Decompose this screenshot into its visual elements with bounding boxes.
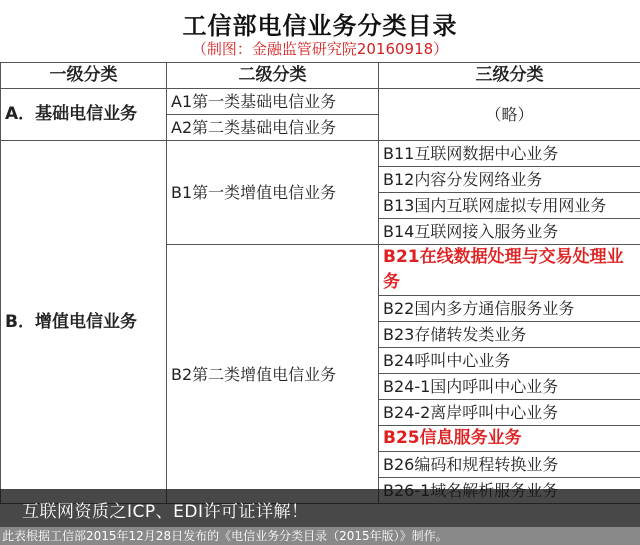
table-row	[1, 89, 640, 115]
table-row	[1, 141, 640, 167]
level1-value-added-telecom: B．增值电信业务	[1, 141, 167, 504]
level3-b24-1: B24-1国内呼叫中心业务	[379, 374, 640, 400]
page-subtitle: （制图：金融监管研究院20160918）	[191, 40, 449, 58]
level3-b22: B22国内多方通信服务业务	[379, 296, 640, 322]
level3-b25: B25信息服务业务	[379, 426, 640, 452]
article-banner[interactable]	[0, 489, 640, 527]
level2-b1: B1第一类增值电信业务	[167, 141, 379, 245]
classification-table	[0, 62, 640, 504]
page-title: 工信部电信业务分类目录	[182, 12, 458, 40]
banner-title[interactable]: 互联网资质之ICP、EDI许可证详解！	[22, 502, 309, 522]
table-header-row	[1, 63, 640, 89]
header-level3: 三级分类	[379, 63, 640, 89]
level3-b24-2: B24-2离岸呼叫中心业务	[379, 400, 640, 426]
level3-b23: B23存储转发类业务	[379, 322, 640, 348]
level2-b2: B2第二类增值电信业务	[167, 245, 379, 504]
source-footnote: 此表根据工信部2015年12月28日发布的《电信业务分类目录（2015年版）》制作。	[0, 527, 640, 545]
level3-b11: B11互联网数据中心业务	[379, 141, 640, 167]
level3-b14: B14互联网接入服务业务	[379, 219, 640, 245]
level3-b21: B21在线数据处理与交易处理业务	[379, 245, 640, 296]
level2-a1: A1第一类基础电信业务	[167, 89, 379, 115]
level3-omitted: （略）	[379, 89, 640, 141]
header-level2: 二级分类	[167, 63, 379, 89]
level2-a2: A2第二类基础电信业务	[167, 115, 379, 141]
level3-b24: B24呼叫中心业务	[379, 348, 640, 374]
header-level1: 一级分类	[1, 63, 167, 89]
level3-b12: B12内容分发网络业务	[379, 167, 640, 193]
level3-b26: B26编码和规程转换业务	[379, 452, 640, 478]
level1-basic-telecom: A．基础电信业务	[1, 89, 167, 141]
level3-b13: B13国内互联网虚拟专用网业务	[379, 193, 640, 219]
